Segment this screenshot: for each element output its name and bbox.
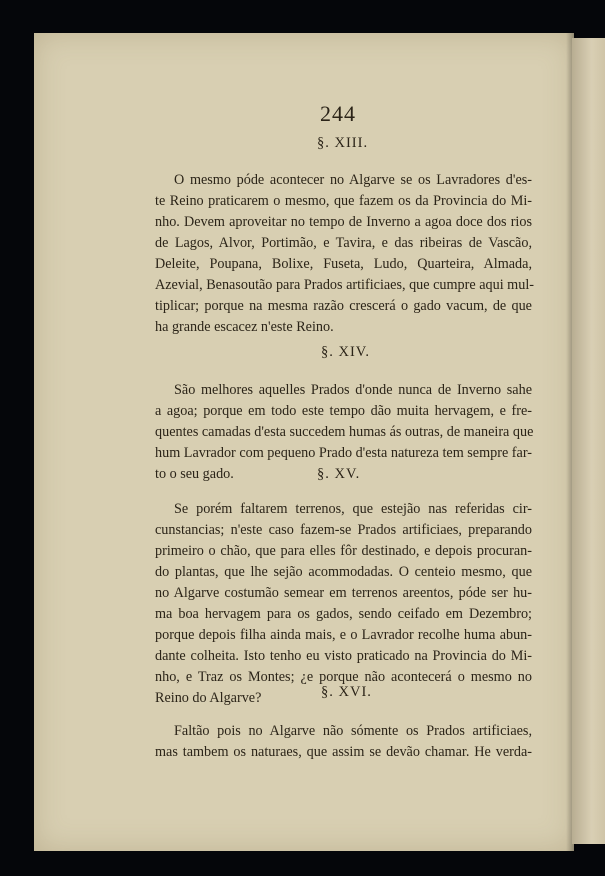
text-line: quentes camadas d'esta succedem humas ás outras, de maneira que	[155, 424, 534, 440]
text-line: dante colheita. Isto tenho eu visto praticado na Provincia do Mi-	[155, 648, 532, 664]
text-line: Azevial, Benasoutão para Prados artificiaes, que cumpre aqui mul-	[155, 277, 534, 293]
section-heading: §. XIII.	[317, 135, 369, 151]
text-line: primeiro o chão, que para elles fôr destinado, e depois procuran-	[155, 543, 532, 559]
page-number: 244	[320, 101, 356, 126]
text-line: nho. Devem aproveitar no tempo de Inverno a agoa doce dos rios	[155, 214, 532, 230]
text-line: te Reino praticarem o mesmo, que fazem os da Provincia do Mi-	[155, 193, 532, 209]
text-line: to o seu gado.	[155, 466, 234, 482]
text-line: ha grande escacez n'este Reino.	[155, 319, 334, 335]
text-line: hum Lavrador com pequeno Prado d'esta natureza tem sempre far-	[155, 445, 532, 461]
text-line: ma boa hervagem para os gados, sendo ceifado em Dezembro;	[155, 606, 532, 622]
text-line: mas tambem os naturaes, que assim se devão chamar. He verda-	[155, 744, 532, 760]
text-line: a agoa; porque em todo este tempo dão muita hervagem, e fre-	[155, 403, 532, 419]
text-line: de Lagos, Alvor, Portimão, e Tavira, e das ribeiras de Vascão,	[155, 235, 532, 251]
section-heading: §. XVI.	[321, 684, 372, 700]
text-line: O mesmo póde acontecer no Algarve se os Lavradores d'es-	[174, 172, 532, 188]
text-line: do plantas, que lhe sejão acommodadas. O centeio mesmo, que	[155, 564, 532, 580]
text-line: tiplicar; porque na mesma razão crescerá o gado vacum, de que	[155, 298, 532, 314]
text-line: Reino do Algarve?	[155, 690, 262, 706]
text-line: no Algarve costumão semear em terrenos areentos, póde ser hu-	[155, 585, 532, 601]
facing-page-edge	[572, 38, 605, 844]
text-line: Se porém faltarem terrenos, que estejão nas referidas cir-	[174, 501, 532, 517]
section-heading: §. XIV.	[321, 344, 371, 360]
text-line: cunstancias; n'este caso fazem-se Prados artificiaes, preparando	[155, 522, 532, 538]
text-line: porque depois filha ainda mais, e o Lavrador recolhe huma abun-	[155, 627, 532, 643]
text-line: São melhores aquelles Prados d'onde nunca de Inverno sahe	[174, 382, 532, 398]
text-line: Faltão pois no Algarve não sómente os Prados artificiaes,	[174, 723, 532, 739]
section-heading: §. XV.	[317, 466, 361, 482]
text-line: nho, e Traz os Montes; ¿e porque não acontecerá o mesmo no	[155, 669, 532, 685]
text-line: Deleite, Poupana, Bolixe, Fuseta, Ludo, Quarteira, Almada,	[155, 256, 532, 272]
